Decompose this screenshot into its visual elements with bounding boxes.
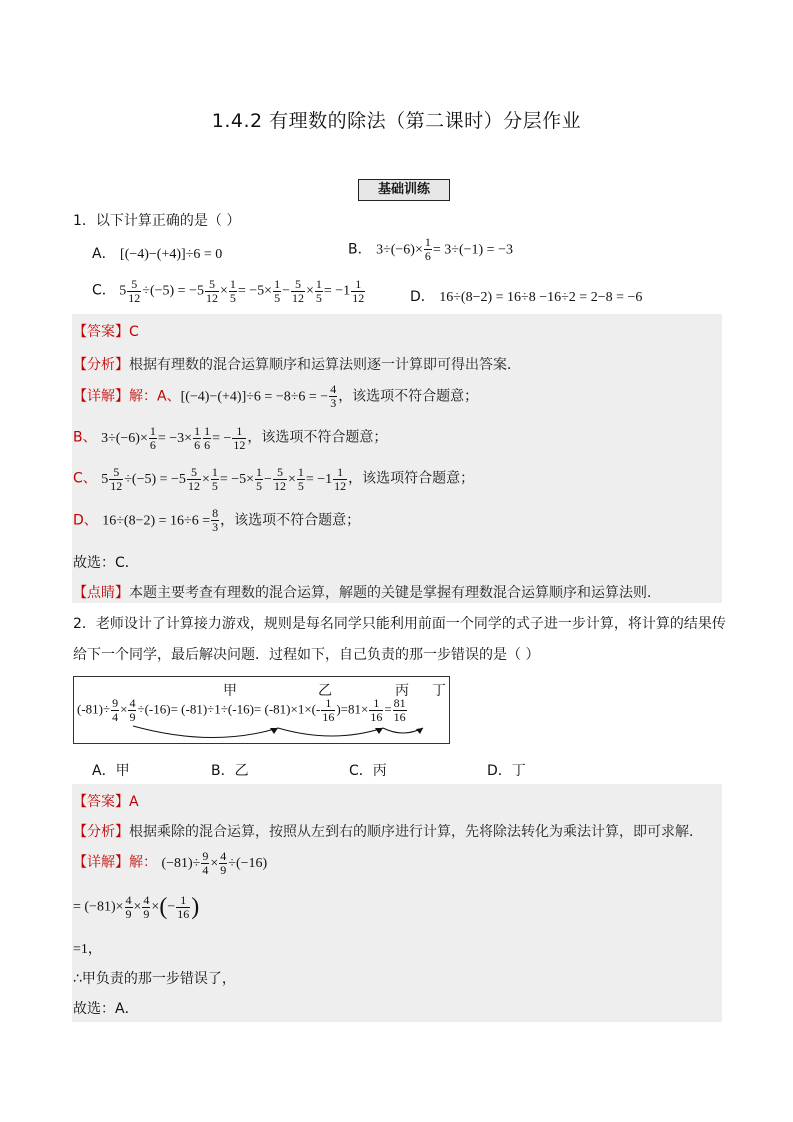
detail-c-label: C、	[73, 470, 97, 487]
q1-option-a-math: [(−4)−(+4)]÷6 = 0	[120, 247, 223, 262]
q1-detail-d	[73, 507, 360, 534]
detail-text: 解：A、	[129, 388, 181, 405]
q1-option-d-math: 16÷(8−2) = 16÷8 −16÷2 = 2−8 = −6	[439, 290, 643, 305]
q2-stem-line1: 2．老师设计了计算接力游戏，规则是每名同学只能利用前面一个同学的式子进一步计算，将计算的结果传	[73, 616, 726, 632]
tip-text: 本题主要考查有理数的混合运算，解题的关键是掌握有理数混合运算顺序和运算法则．	[129, 585, 661, 601]
q1-detail-b: B、 3÷(−6)× $\frac{1}{6}$ = −3× $\frac{1}{6}$ $\frac{1}{6}$ = − $\frac{1}{12}$ ，该选项不符合题意；	[73, 424, 388, 452]
q1-detail-c: C、 5 $\frac{5}{12}$ ÷(−5) = −5 $\frac{5}{12}$ × $\frac{1}{5}$ = −5× $\frac{1}{5}$ − $\frac{5}{12}$ × $\frac{1}{5}$ = −1 $\frac{1}{12}$ ，该选项符合题意；	[73, 465, 475, 493]
detail-a-math: [(−4)−(+4)]÷6 = −8÷6 = −	[180, 389, 329, 405]
q2-answer	[73, 791, 139, 811]
q2-stem-line2: 给下一个同学，最后解决问题．过程如下，自己负责的那一步错误的是（ ）	[73, 647, 540, 663]
detail-b-tail: ，该选项不符合题意；	[247, 429, 388, 446]
relay-label-jia: 甲	[223, 683, 237, 699]
answer-value: A	[129, 794, 139, 810]
detail-d-label: D、	[73, 512, 98, 529]
fraction: $\frac{1}{6}$	[424, 235, 431, 263]
fraction: $\frac{4}{3}$	[330, 382, 337, 410]
q1-analysis	[73, 354, 521, 374]
relay-label-bing: 丙	[395, 683, 409, 699]
q2-option-a: A．甲	[92, 763, 130, 779]
tip-tag: 【点睛】	[73, 585, 129, 601]
page-title: 1.4.2 有理数的除法（第二课时）分层作业	[211, 110, 582, 132]
analysis-tag: 【分析】	[73, 824, 129, 840]
relay-arrows	[73, 676, 450, 744]
q2-therefore: ∴甲负责的那一步错误了，	[73, 971, 236, 987]
q1-option-c: C． 5 $\frac{5}{12}$ ÷(−5) = −5 $\frac{5}{12}$ × $\frac{1}{5}$ = −5× $\frac{1}{5}$ − $\frac{5}{12}$ × $\frac{1}{5}$ = −1 $\frac{1}{12}$	[92, 277, 365, 305]
q1-option-b-math-post: = 3÷(−1) = −3	[432, 242, 513, 258]
answer-tag: 【答案】	[73, 324, 129, 340]
q2-option-d: D．丁	[487, 763, 526, 779]
detail-d-math: 16÷(8−2) = 16÷6 =	[102, 513, 211, 529]
q1-stem: 1．以下计算正确的是（ ）	[73, 213, 241, 229]
q1-detail-a	[73, 383, 478, 410]
section-badge: 基础训练	[358, 179, 450, 201]
relay-label-ding: 丁	[432, 683, 446, 699]
q1-answer	[73, 321, 139, 341]
q2-option-c: C．丙	[349, 763, 387, 779]
analysis-text: 根据有理数的混合运算顺序和运算法则逐一计算即可得出答案．	[129, 357, 521, 373]
detail-tag: 【详解】	[73, 854, 129, 871]
detail-a-tail: ，该选项不符合题意；	[338, 388, 479, 405]
q2-step-2: = (−81)× $\frac{4}{9}$ × $\frac{4}{9}$ ×(− $\frac{1}{16}$ )	[73, 893, 200, 921]
q1-choose: 故选：C．	[73, 555, 139, 571]
q2-analysis	[73, 821, 703, 841]
q1-option-d-label: D．	[410, 289, 435, 305]
answer-tag: 【答案】	[73, 794, 129, 810]
q1-option-b	[348, 236, 513, 263]
analysis-text: 根据乘除的混合运算，按照从左到右的顺序进行计算，先将除法转化为乘法计算，即可求解．	[129, 824, 703, 840]
detail-text: 解：	[129, 854, 157, 871]
detail-c-tail: ，该选项符合题意；	[348, 470, 475, 487]
q1-option-c-label: C．	[92, 282, 116, 299]
q1-option-b-label: B．	[348, 241, 372, 258]
detail-d-tail: ，该选项不符合题意；	[220, 512, 361, 529]
detail-tag: 【详解】	[73, 388, 129, 405]
answer-value: C	[129, 324, 139, 340]
q2-detail: 【详解】解： (−81)÷ $\frac{9}{4}$ × $\frac{4}{9}$ ÷(−16)	[73, 849, 268, 877]
q2-choose: 故选：A．	[73, 1001, 139, 1017]
q2-option-b: B．乙	[211, 763, 249, 779]
analysis-tag: 【分析】	[73, 357, 129, 373]
q1-option-b-math: 3÷(−6)×	[376, 242, 423, 258]
q1-option-d	[410, 286, 642, 306]
relay-expression: (-81)÷ $\frac{9}{4}$ × $\frac{4}{9}$ ÷(-16)= (-81)÷1÷(-16)= (-81)×1×(- $\frac{1}{16}$ )=81× $\frac{1}{16}$ = $\frac{81}{16}$	[77, 696, 406, 724]
relay-label-yi: 乙	[318, 683, 332, 699]
q1-option-a-label: A．	[92, 246, 116, 262]
q1-option-a	[92, 243, 222, 263]
fraction: $\frac{8}{3}$	[212, 506, 219, 534]
detail-b-label: B、	[73, 429, 97, 446]
q1-tip	[73, 582, 661, 602]
q2-step-3: =1，	[73, 942, 102, 957]
